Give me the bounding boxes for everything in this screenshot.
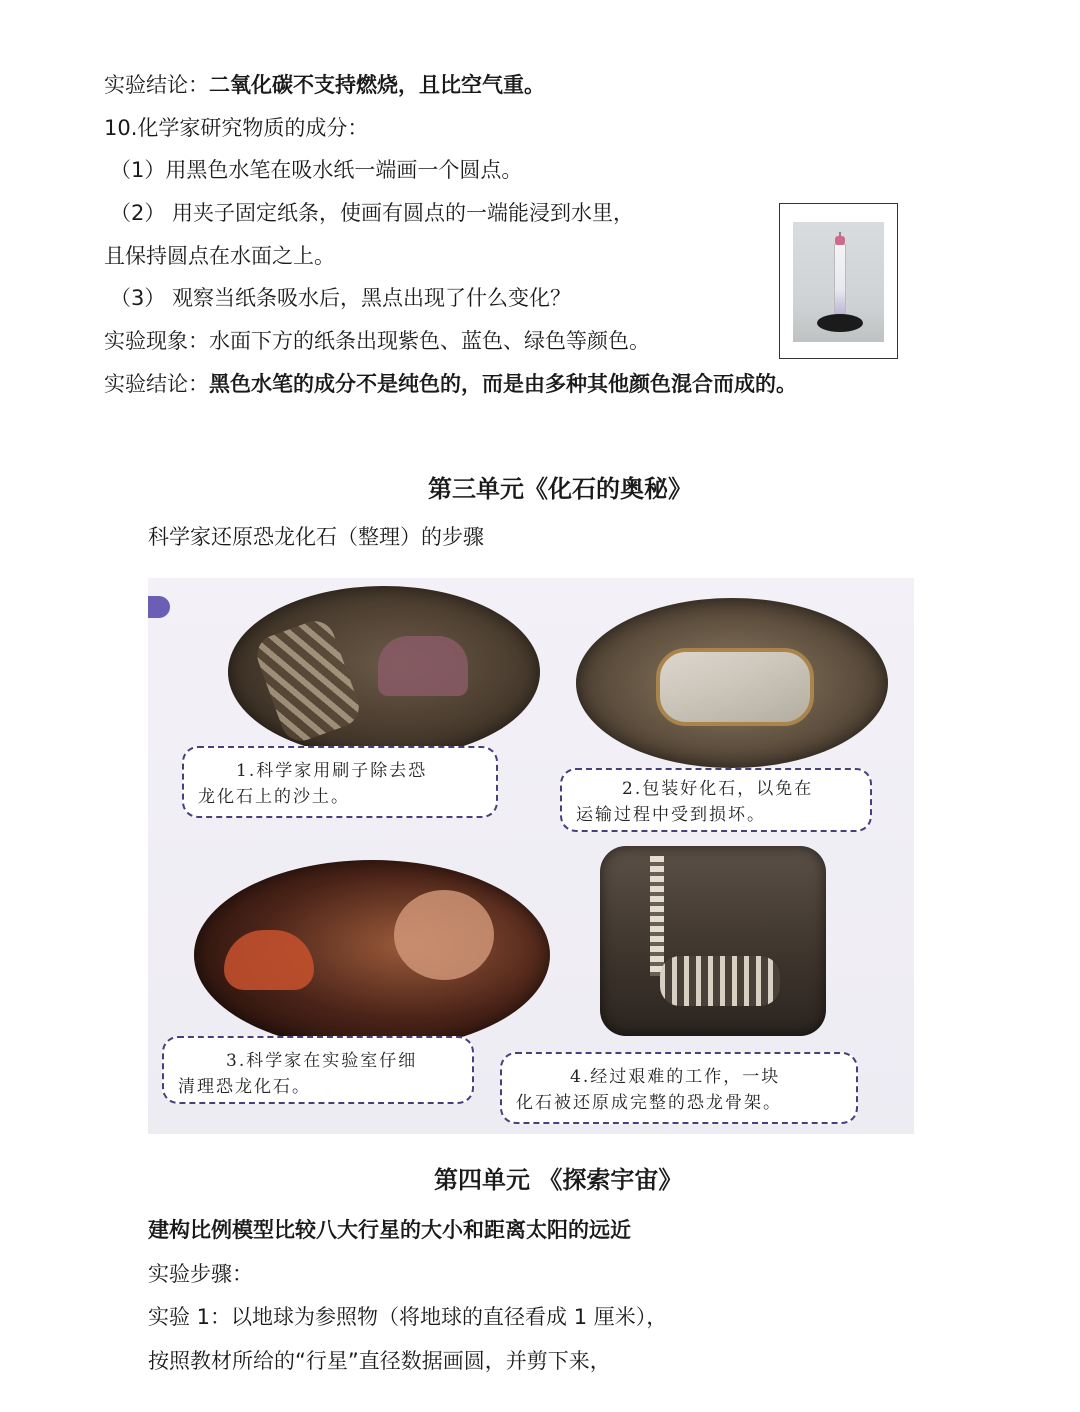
scientist-face [394,890,494,980]
photo-dinosaur-skeleton [600,846,826,1036]
conclusion-text: 黑色水笔的成分不是纯色的，而是由多种其他颜色混合而成的。 [209,372,797,396]
skeleton-body [660,956,780,1006]
caption-line: 1.科学家用刷子除去恐 [236,761,428,781]
caption-line: 3.科学家在实验室仔细 [226,1051,418,1071]
fossil-skull [224,930,314,990]
scientist-figure [378,636,468,696]
photo-brushing-fossil [228,586,540,758]
unit4-subheading: 建构比例模型比较八大行星的大小和距离太阳的远近 [148,1218,631,1242]
phenomenon-label: 实验现象： [104,329,209,353]
item10-title: 10.化学家研究物质的成分： [104,116,369,140]
caption-line: 龙化石上的沙土。 [198,787,350,807]
photo-background [793,222,884,342]
conclusion-label: 实验结论： [104,372,209,396]
caption-line: 4.经过艰难的工作，一块 [570,1067,781,1087]
step-1: （1）用黑色水笔在吸水纸一端画一个圆点。 [110,158,523,182]
conclusion-label: 实验结论： [104,73,209,97]
water-dish [817,314,863,332]
conclusion-line-1 [104,70,545,100]
caption-bubble-1 [182,746,498,818]
chromatography-photo [779,203,898,359]
caption-bubble-3 [162,1036,474,1104]
photo-lab-cleaning [194,860,550,1050]
experiment-1-continued: 按照教材所给的“行星”直径数据画圆，并剪下来， [148,1349,611,1373]
caption-line: 2.包装好化石，以免在 [622,779,814,799]
conclusion-text: 二氧化碳不支持燃烧，且比空气重。 [209,73,545,97]
unit4-heading: 第四单元 《探索宇宙》 [434,1166,683,1194]
caption-bubble-4 [500,1052,858,1124]
skeleton-neck [650,856,664,976]
phenomenon-line [104,326,650,356]
caption-line: 清理恐龙化石。 [178,1077,311,1097]
photo-packing-fossil [576,598,888,768]
plaster-jacket [656,648,814,726]
conclusion-line-2 [104,369,797,399]
paper-strip [834,244,846,320]
fossil-steps-figure [148,578,914,1134]
step-2: （2） 用夹子固定纸条，使画有圆点的一端能浸到水里， [110,201,635,225]
steps-label: 实验步骤： [148,1262,253,1286]
caption-bubble-2 [560,768,872,832]
fossil-bones [252,616,365,747]
paper-clip [835,236,845,245]
unit3-intro: 科学家还原恐龙化石（整理）的步骤 [148,525,484,549]
section-marker [148,596,170,618]
unit3-heading: 第三单元《化石的奥秘》 [428,475,692,503]
phenomenon-text: 水面下方的纸条出现紫色、蓝色、绿色等颜色。 [209,329,650,353]
experiment-1: 实验 1：以地球为参照物（将地球的直径看成 1 厘米）， [148,1305,668,1329]
caption-line: 化石被还原成完整的恐龙骨架。 [516,1093,782,1113]
step-2-continued: 且保持圆点在水面之上。 [104,244,335,268]
step-3: （3） 观察当纸条吸水后，黑点出现了什么变化？ [110,286,572,310]
caption-line: 运输过程中受到损坏。 [576,805,766,825]
